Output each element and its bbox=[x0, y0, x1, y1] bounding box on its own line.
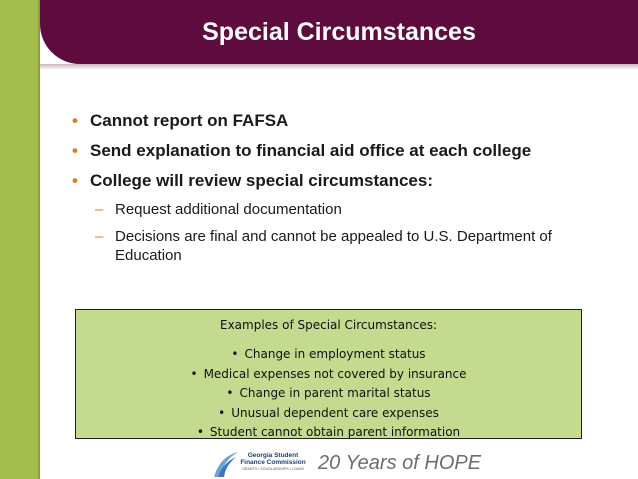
bullet-list bbox=[72, 110, 592, 273]
bullet-item bbox=[72, 140, 592, 161]
header-shadow bbox=[40, 64, 638, 70]
sub-bullet-item bbox=[72, 200, 592, 219]
sub-bullet-marker: – bbox=[95, 201, 104, 218]
bullet-text: Send explanation to financial aid office at each college bbox=[90, 141, 532, 160]
sub-bullet-item bbox=[72, 227, 592, 265]
circumstance-marker: • bbox=[231, 347, 239, 361]
circumstance-marker: • bbox=[226, 386, 234, 400]
logo-line-3: GRANTS • SCHOLARSHIPS • LOANS bbox=[242, 467, 304, 471]
footer-tagline: 20 Years of HOPE bbox=[318, 452, 482, 474]
bullet-item bbox=[72, 110, 592, 131]
slide-title: Special Circumstances bbox=[202, 18, 476, 46]
circumstance-item bbox=[76, 423, 581, 443]
sub-bullet-text: Request additional documentation bbox=[115, 201, 342, 218]
circumstance-text: Change in parent marital status bbox=[239, 386, 431, 400]
bullet-marker: • bbox=[72, 171, 78, 190]
bullet-item bbox=[72, 170, 592, 191]
sub-bullet-text: Decisions are final and cannot be appealed to U.S. Department of Education bbox=[115, 228, 552, 264]
bullet-text: Cannot report on FAFSA bbox=[90, 111, 289, 130]
circumstance-marker: • bbox=[190, 366, 198, 381]
circumstance-text: Medical expenses not covered by insurance bbox=[203, 366, 467, 381]
circumstance-item bbox=[76, 365, 581, 385]
circumstance-marker: • bbox=[218, 405, 226, 420]
circumstance-item bbox=[76, 345, 581, 365]
circumstance-text: Unusual dependent care expenses bbox=[231, 405, 439, 420]
logo-line-1: Georgia Student bbox=[247, 452, 299, 459]
circumstance-text: Student cannot obtain parent information bbox=[209, 425, 461, 439]
left-accent-bar bbox=[0, 0, 40, 479]
circumstance-item bbox=[76, 384, 581, 404]
sub-bullet-marker: – bbox=[95, 228, 104, 245]
bullet-marker: • bbox=[72, 141, 78, 160]
box-title: Examples of Special Circumstances: bbox=[219, 318, 438, 332]
circumstance-marker: • bbox=[196, 425, 204, 439]
bullet-text: College will review special circumstances: bbox=[90, 171, 433, 190]
special-circumstances-box bbox=[75, 309, 582, 439]
logo-text bbox=[228, 452, 318, 472]
circumstances-list bbox=[76, 345, 581, 443]
logo-line-2: Finance Commission bbox=[240, 459, 306, 466]
circumstance-item bbox=[76, 404, 581, 424]
circumstance-text: Change in employment status bbox=[244, 347, 426, 361]
bullet-marker: • bbox=[72, 111, 78, 130]
